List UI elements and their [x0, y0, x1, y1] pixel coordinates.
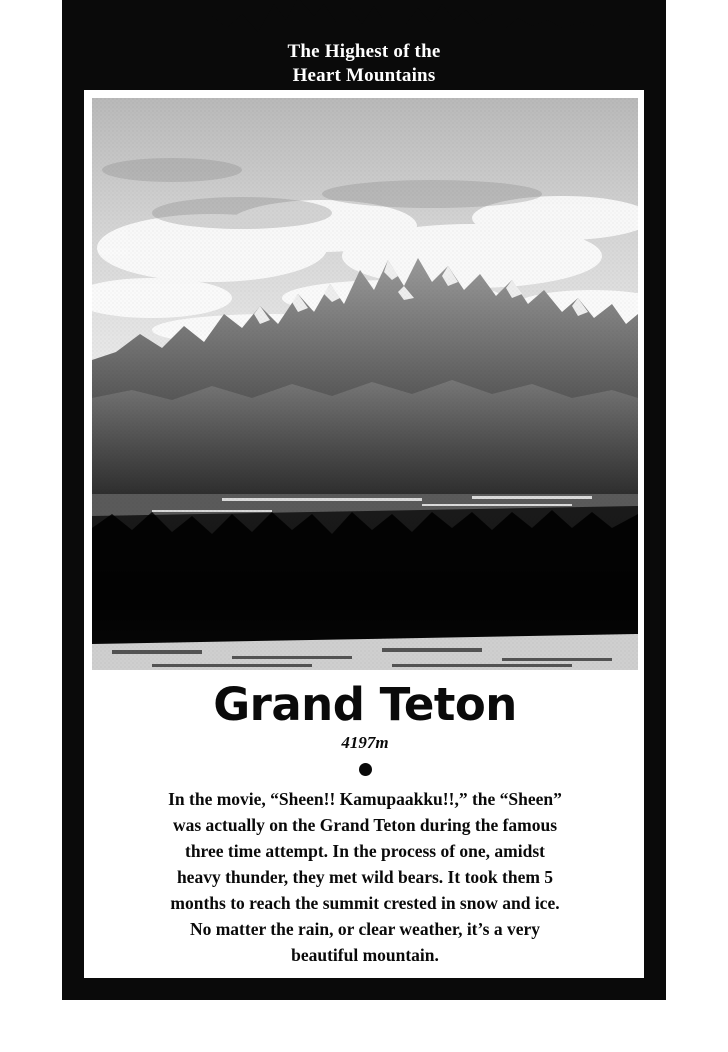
description-line-6: No matter the rain, or clear weather, it’s a very: [189, 919, 541, 939]
mountain-name: Grand Teton: [213, 678, 517, 731]
description-line-1: In the movie, “Sheen!! Kamupaakku!!,” the “Sheen”: [168, 789, 562, 809]
elevation-label: 4197m: [341, 733, 389, 752]
description-line-4: heavy thunder, they met wild bears. It took them 5: [176, 867, 554, 887]
description-line-2: was actually on the Grand Teton during the famous: [172, 815, 558, 835]
description-text: [110, 786, 620, 968]
banner-title-line-2: Heart Mountains: [292, 65, 436, 86]
caption-block: [92, 680, 638, 968]
description-line-3: three time attempt. In the process of one, amidst: [185, 841, 545, 861]
banner-title: [62, 40, 666, 88]
banner-title-line-1: The Highest of the: [287, 41, 441, 62]
mountain-photo: [92, 98, 638, 670]
info-card: [82, 88, 646, 980]
separator-dot: [359, 763, 372, 776]
description-line-5: months to reach the summit crested in snow and ice.: [170, 893, 560, 913]
description-line-7: beautiful mountain.: [291, 945, 439, 965]
